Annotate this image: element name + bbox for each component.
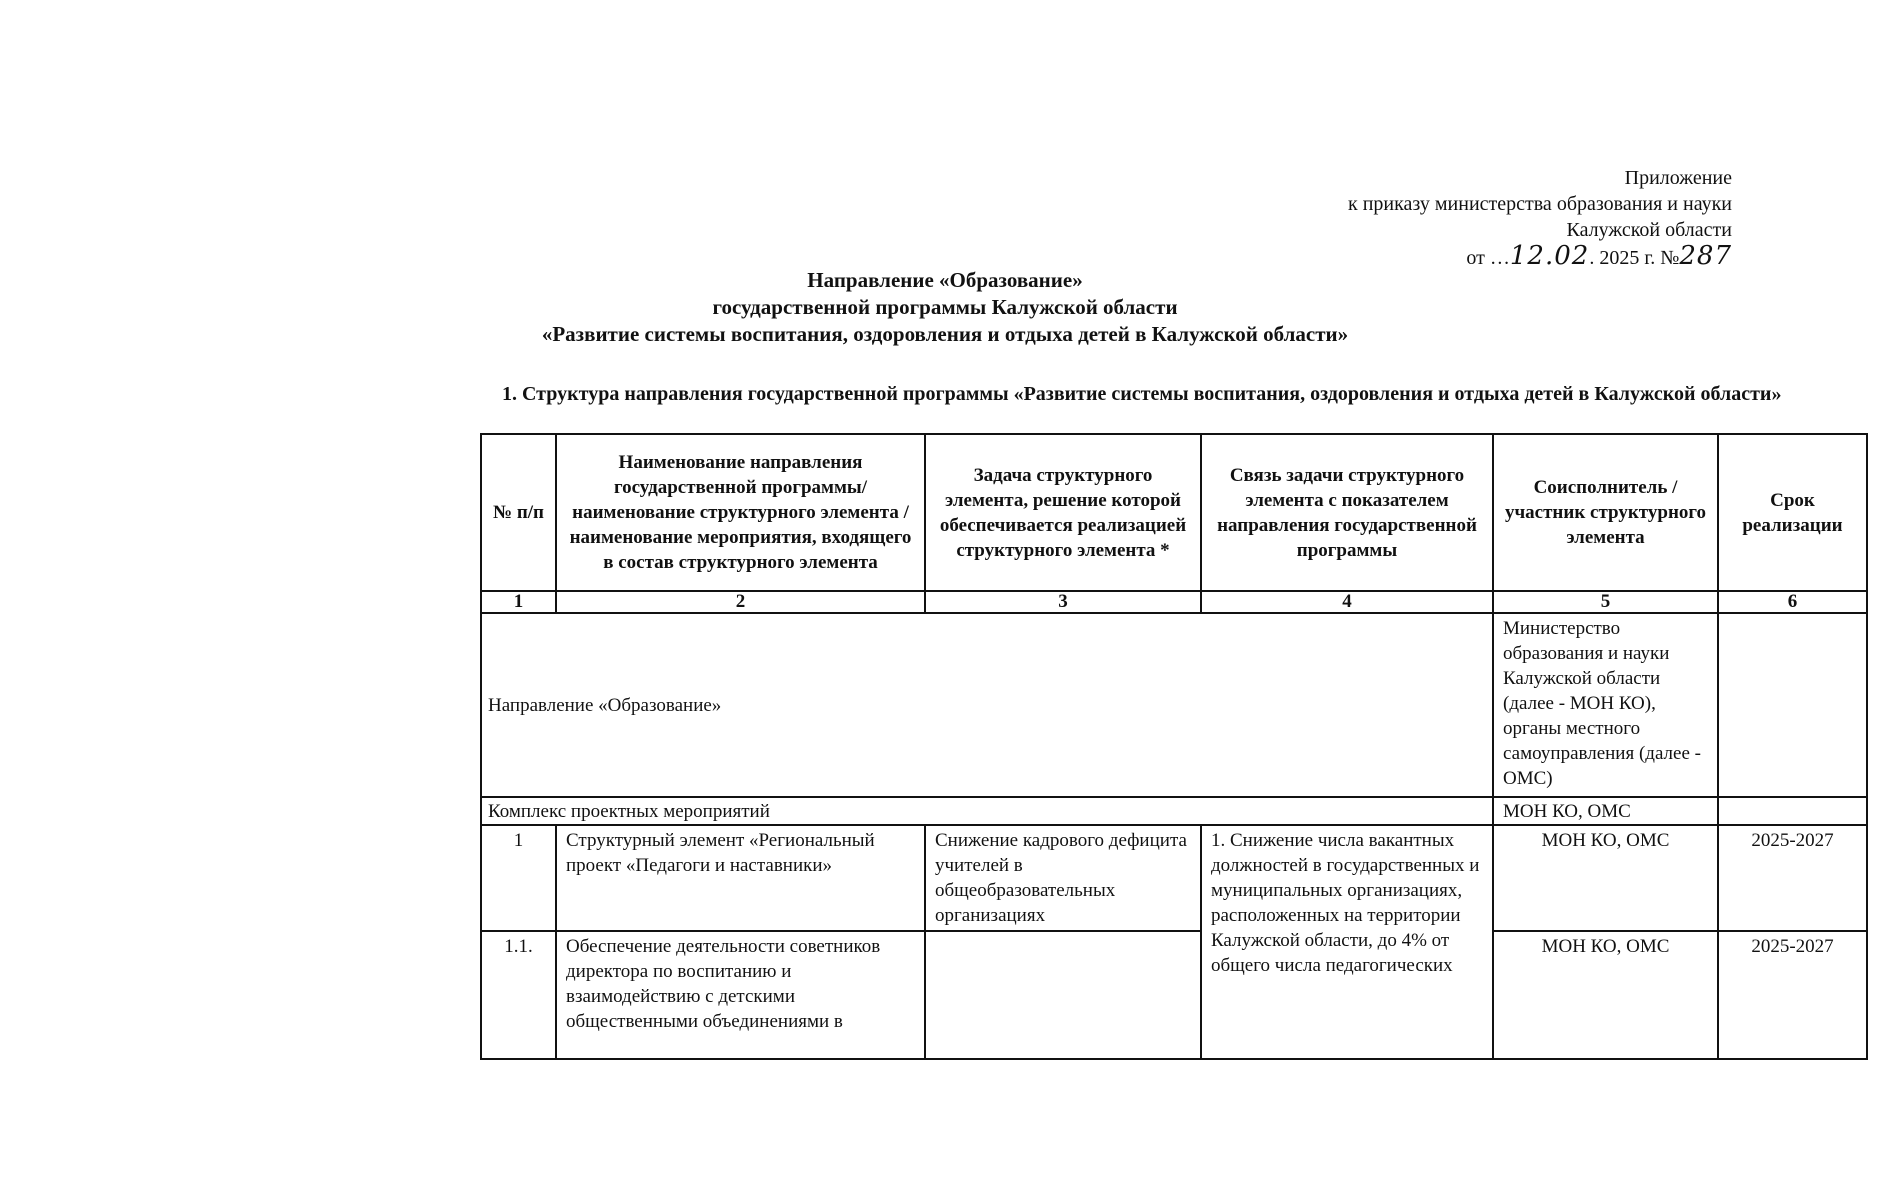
table-header-row bbox=[481, 434, 1867, 591]
column-number: 3 bbox=[925, 591, 1201, 613]
row-link: 1. Снижение числа вакантных должностей в государственных и муниципальных организациях, расположенных на территории Калужской области, до 4% от общего числа педагогических bbox=[1201, 825, 1493, 1059]
annex-title: Приложение bbox=[1624, 167, 1732, 189]
complex-row bbox=[481, 797, 1867, 825]
row-num: 1 bbox=[481, 825, 556, 931]
annex-region-line: Калужской области bbox=[1566, 219, 1732, 241]
direction-row bbox=[481, 613, 1867, 797]
header-executor: Соисполнитель / участник структурного элемента bbox=[1493, 434, 1718, 591]
row-name: Обеспечение деятельности советников директора по воспитанию и взаимодействию с детскими общественными объединениями в bbox=[556, 931, 925, 1059]
annex-order-line: к приказу министерства образования и науки bbox=[1347, 193, 1732, 215]
column-number: 6 bbox=[1718, 591, 1867, 613]
direction-term bbox=[1718, 613, 1867, 797]
header-link: Связь задачи структурного элемента с показателем направления государственной программы bbox=[1201, 434, 1493, 591]
heading-line-1: Направление «Образование» bbox=[807, 268, 1083, 292]
table-row bbox=[481, 931, 1867, 1059]
document-heading bbox=[0, 267, 1890, 348]
row-name: Структурный элемент «Региональный проект «Педагоги и наставники» bbox=[556, 825, 925, 931]
header-task: Задача структурного элемента, решение которой обеспечивается реализацией структурного элемента * bbox=[925, 434, 1201, 591]
row-term: 2025-2027 bbox=[1718, 825, 1867, 931]
column-number: 2 bbox=[556, 591, 925, 613]
heading-line-3: «Развитие системы воспитания, оздоровления и отдыха детей в Калужской области» bbox=[541, 322, 1349, 346]
header-num: № п/п bbox=[481, 434, 556, 591]
row-executor: МОН КО, ОМС bbox=[1493, 825, 1718, 931]
header-term: Срок реализации bbox=[1718, 434, 1867, 591]
row-task: Снижение кадрового дефицита учителей в общеобразовательных организациях bbox=[925, 825, 1201, 931]
header-name: Наименование направления государственной программы/ наименование структурного элемента / наименование мероприятия, входящего в состав структурного элемента bbox=[556, 434, 925, 591]
column-number: 5 bbox=[1493, 591, 1718, 613]
row-task bbox=[925, 931, 1201, 1059]
annex-block bbox=[1348, 165, 1732, 271]
row-num: 1.1. bbox=[481, 931, 556, 1059]
direction-label: Направление «Образование» bbox=[481, 613, 1493, 797]
row-executor: МОН КО, ОМС bbox=[1493, 931, 1718, 1059]
annex-date-handwritten: 12.02 bbox=[1509, 241, 1590, 271]
table-row bbox=[481, 825, 1867, 931]
section-title: 1. Структура направления государственной программы «Развитие системы воспитания, оздоровления и отдыха детей в Калужской области» bbox=[502, 383, 1782, 405]
structure-table bbox=[480, 433, 1868, 1060]
annex-number-handwritten: 287 bbox=[1679, 241, 1732, 271]
column-number: 4 bbox=[1201, 591, 1493, 613]
annex-date-prefix: от … bbox=[1466, 247, 1510, 269]
complex-term bbox=[1718, 797, 1867, 825]
complex-executor: МОН КО, ОМС bbox=[1493, 797, 1718, 825]
complex-label: Комплекс проектных мероприятий bbox=[481, 797, 1493, 825]
column-number: 1 bbox=[481, 591, 556, 613]
direction-executor: Министерство образования и науки Калужской области (далее - МОН КО), органы местного самоуправления (далее - ОМС) bbox=[1493, 613, 1718, 797]
row-term: 2025-2027 bbox=[1718, 931, 1867, 1059]
column-number-row bbox=[481, 591, 1867, 613]
annex-date-suffix: . 2025 г. № bbox=[1589, 247, 1680, 269]
heading-line-2: государственной программы Калужской области bbox=[712, 295, 1178, 319]
